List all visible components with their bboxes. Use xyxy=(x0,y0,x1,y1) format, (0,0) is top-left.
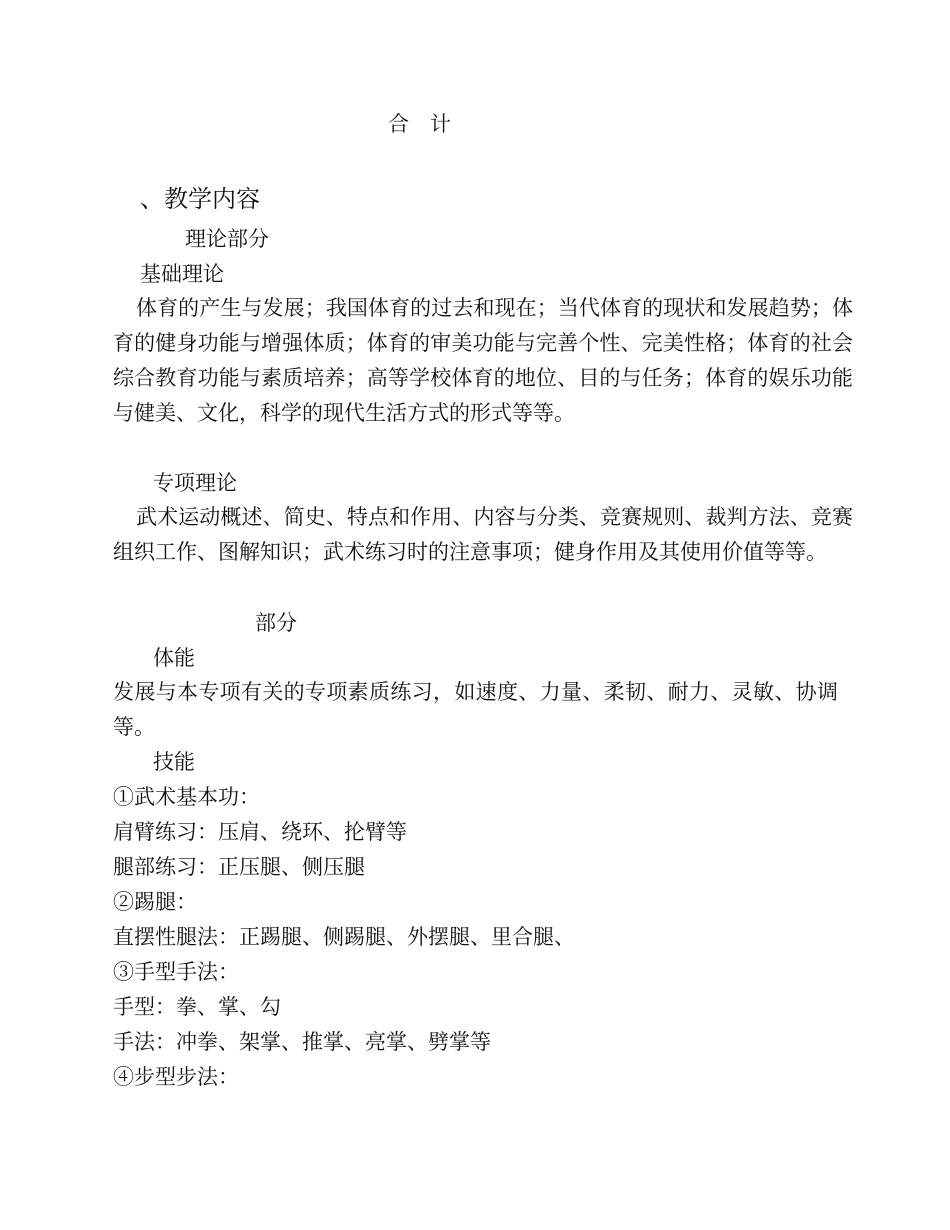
special-theory-paragraph: 武术运动概述、简史、特点和作用、内容与分类、竞赛规则、裁判方法、竞赛组织工作、图解知识；武术练习时的注意事项；健身作用及其使用价值等等。 xyxy=(113,505,853,564)
skills-heading: 技能 xyxy=(153,750,195,774)
skill-item: 手法：冲拳、架掌、推掌、亮掌、劈掌等 xyxy=(113,1030,491,1054)
theory-heading: 理论部分 xyxy=(185,227,269,251)
skill-item: 肩臂练习：压肩、绕环、抡臂等 xyxy=(113,820,407,844)
skill-item: 手型：拳、掌、勾 xyxy=(113,995,281,1019)
fitness-heading: 体能 xyxy=(153,646,195,670)
skill-item: 腿部练习：正压腿、侧压腿 xyxy=(113,855,365,879)
section-title: 、教学内容 xyxy=(140,185,260,213)
skill-item: ①武术基本功： xyxy=(113,785,260,809)
skill-item: ④步型步法： xyxy=(113,1065,239,1089)
fitness-paragraph: 发展与本专项有关的专项素质练习，如速度、力量、柔韧、耐力、灵敏、协调等。 xyxy=(113,680,838,739)
skill-item: ③手型手法： xyxy=(113,960,239,984)
special-theory-heading: 专项理论 xyxy=(153,471,237,495)
basic-theory-heading: 基础理论 xyxy=(140,262,224,286)
basic-theory-paragraph: 体育的产生与发展；我国体育的过去和现在；当代体育的现状和发展趋势；体育的健身功能与增强体质；体育的审美功能与完善个性、完美性格；体育的社会综合教育功能与素质培养；高等学校体育的地位、目的与任务；体育的娱乐功能与健美、文化，科学的现代生活方式的形式等等。 xyxy=(113,296,853,425)
skill-item: 直摆性腿法：正踢腿、侧踢腿、外摆腿、里合腿、 xyxy=(113,925,575,949)
practice-heading: 部分 xyxy=(255,611,297,635)
skill-item: ②踢腿： xyxy=(113,890,197,914)
total-label: 合 计 xyxy=(388,112,451,136)
